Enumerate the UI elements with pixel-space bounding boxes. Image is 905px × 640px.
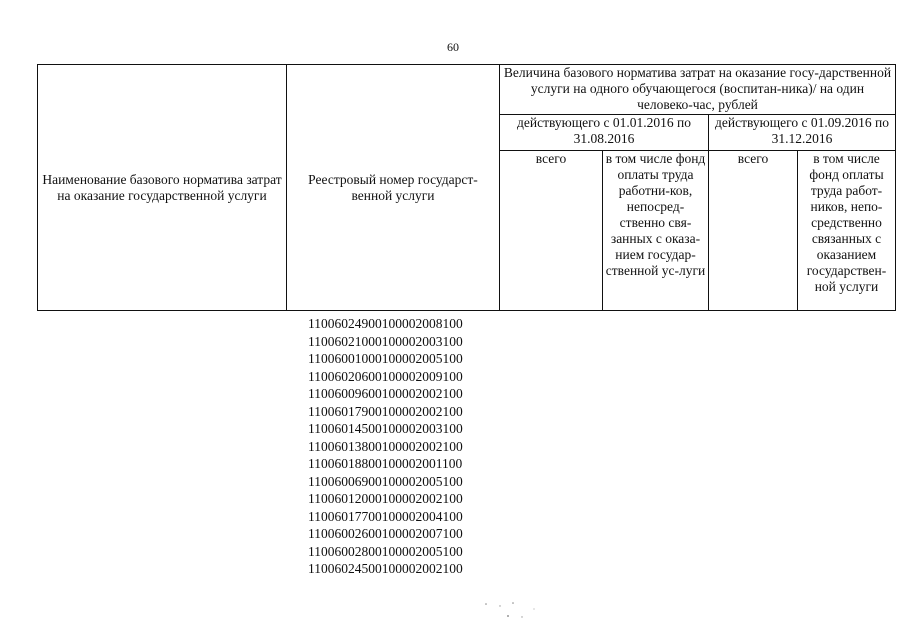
registry-number: 11006014500100002003100 — [308, 421, 463, 436]
scan-artifact — [482, 600, 542, 620]
registry-number: 11006020600100002009100 — [308, 368, 463, 384]
registry-number: 11006012000100002002100 — [308, 491, 463, 506]
registry-number: 11006006900100002005100 — [308, 473, 463, 489]
registry-number: 11006013800100002002100 — [308, 438, 463, 454]
registry-number: 11006001000100002005100 — [308, 351, 463, 366]
page-number: 60 — [447, 40, 459, 54]
registry-number: 11006002800100002005100 — [308, 543, 463, 559]
registry-number: 11006024500100002002100 — [308, 561, 463, 576]
header-period-1-total: всего — [500, 151, 603, 311]
header-service-name: Наименование базового норматива затрат на оказание государственной услуги — [38, 65, 287, 311]
registry-number: 11006021000100002003100 — [308, 333, 463, 349]
header-period-2: действующего с 01.09.2016 по 31.12.2016 — [709, 115, 896, 151]
header-period-2-wage-fund: в том числе фонд оплаты труда работ-ников, непо-средственно связанных с оказанием государствен-ной услуги — [798, 151, 896, 311]
header-period-2-total: всего — [709, 151, 798, 311]
header-base-norm-value: Величина базового норматива затрат на оказание госу-дарственной услуги на одного обучающегося (воспитан-ника)/ на один человеко-час, рублей — [500, 65, 896, 115]
header-period-1: действующего с 01.01.2016 по 31.08.2016 — [500, 115, 709, 151]
registry-number-list — [308, 315, 463, 578]
registry-number: 11006017900100002002100 — [308, 403, 463, 419]
header-registry-number: Реестровый номер государст-венной услуги — [287, 65, 500, 311]
registry-number: 11006017700100002004100 — [308, 508, 463, 524]
registry-number: 11006009600100002002100 — [308, 386, 463, 401]
header-period-1-wage-fund: в том числе фонд оплаты труда работни-ков, непосред-ственно свя-занных с оказа-нием государ-ственной ус-луги — [603, 151, 709, 311]
registry-number: 11006024900100002008100 — [308, 316, 463, 331]
registry-number: 11006002600100002007100 — [308, 526, 463, 541]
registry-number: 11006018800100002001100 — [308, 456, 463, 471]
norm-table — [37, 64, 896, 311]
